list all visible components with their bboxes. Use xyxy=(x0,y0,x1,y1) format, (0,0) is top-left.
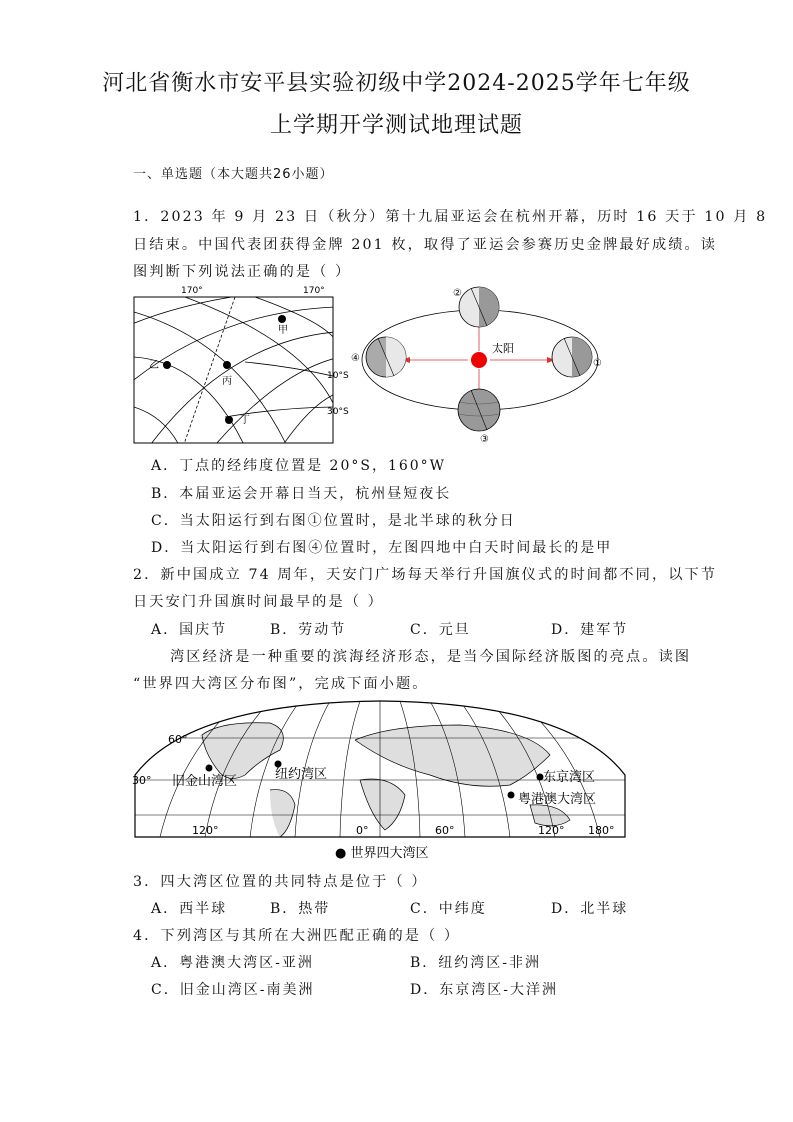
label-tokyo: 东京湾区 xyxy=(543,770,596,785)
earth-position-2 xyxy=(459,287,499,327)
q1-stem-line2: 日结束。中国代表团获得金牌 201 枚，取得了亚运会参赛历史金牌最好成绩。读 xyxy=(133,237,718,253)
q2-stem-line2: 日天安门升国旗时间最早的是（ ） xyxy=(133,594,384,610)
label-greater-bay: 粤港澳大湾区 xyxy=(518,792,597,807)
lon-label-left: 170° xyxy=(181,286,203,296)
q1-option-b[interactable]: B．本届亚运会开幕日当天，杭州昼短夜长 xyxy=(151,486,452,502)
point-yi xyxy=(163,361,171,369)
q4-stem: 4．下列湾区与其所在大洲匹配正确的是（ ） xyxy=(133,928,461,944)
point-ding xyxy=(225,416,233,424)
position-label-1: ① xyxy=(593,358,602,369)
label-bing: 丙 xyxy=(222,376,232,387)
lon-60-label: 60° xyxy=(435,824,455,837)
q1-stem-line1: 1．2023 年 9 月 23 日（秋分）第十九届亚运会在杭州开幕，历时 16 天于 10 月 8 xyxy=(133,209,768,225)
lon-label-right: 170° xyxy=(303,286,325,296)
q1-stem-line3: 图判断下列说法正确的是（ ） xyxy=(133,264,352,280)
point-jia xyxy=(278,315,286,323)
intro-line1: 湾区经济是一种重要的滨海经济形态，是当今国际经济版图的亮点。读图 xyxy=(170,649,692,665)
section-heading: 一、单选题（本大题共26小题） xyxy=(133,167,334,182)
q3-option-b[interactable]: B．热带 xyxy=(270,901,331,917)
earth-position-4 xyxy=(366,337,406,377)
lat-lon-grid-map xyxy=(125,282,349,447)
world-bay-area-map xyxy=(130,695,630,863)
intro-line2: “世界四大湾区分布图”，完成下面小题。 xyxy=(133,676,429,692)
lon-120w-label: 120° xyxy=(192,824,219,837)
q3-option-d[interactable]: D．北半球 xyxy=(551,901,629,917)
q4-option-d[interactable]: D．东京湾区-大洋洲 xyxy=(410,982,558,998)
q1-option-c[interactable]: C．当太阳运行到右图①位置时，是北半球的秋分日 xyxy=(151,513,516,529)
lon-0-label: 0° xyxy=(356,824,369,837)
lon-120e-label: 120° xyxy=(538,824,565,837)
earth-position-3 xyxy=(458,389,500,431)
q2-option-b[interactable]: B．劳动节 xyxy=(270,622,347,638)
lon-180-label: 180° xyxy=(588,824,615,837)
position-label-3: ③ xyxy=(480,434,489,445)
q3-option-a[interactable]: A．西半球 xyxy=(151,901,228,917)
label-jia: 甲 xyxy=(278,325,288,336)
label-san-francisco: 旧金山湾区 xyxy=(172,774,238,789)
q1-option-d[interactable]: D．当太阳运行到右图④位置时，左图四地中白天时间最长的是甲 xyxy=(151,540,613,556)
point-bing xyxy=(223,361,231,369)
lat-label-top: 10°S xyxy=(327,371,349,381)
lat-label-bottom: 30°S xyxy=(327,407,349,417)
label-new-york: 纽约湾区 xyxy=(275,767,328,782)
position-label-2: ② xyxy=(453,288,462,299)
q2-option-d[interactable]: D．建军节 xyxy=(551,622,629,638)
marker-san-francisco xyxy=(206,765,213,772)
q2-option-c[interactable]: C．元旦 xyxy=(410,622,471,638)
q3-stem: 3．四大湾区位置的共同特点是位于（ ） xyxy=(133,874,428,890)
sun xyxy=(471,352,487,368)
label-yi: 乙 xyxy=(149,360,159,371)
page-title-line2: 上学期开学测试地理试题 xyxy=(269,113,523,138)
q1-option-a[interactable]: A．丁点的经纬度位置是 20°S，160°W xyxy=(151,458,447,474)
q2-option-a[interactable]: A．国庆节 xyxy=(151,622,228,638)
q3-option-c[interactable]: C．中纬度 xyxy=(410,901,487,917)
earth-position-1 xyxy=(552,337,592,377)
q2-stem-line1: 2．新中国成立 74 周年，天安门广场每天举行升国旗仪式的时间都不同，以下节 xyxy=(133,567,718,583)
marker-greater-bay xyxy=(508,792,515,799)
position-label-4: ④ xyxy=(351,353,360,364)
earth-orbit-diagram xyxy=(350,282,610,447)
q4-option-a[interactable]: A．粤港澳大湾区-亚洲 xyxy=(151,955,314,971)
label-ding: 丁 xyxy=(240,415,250,426)
map-legend: ● 世界四大湾区 xyxy=(335,846,429,861)
q4-option-b[interactable]: B．纽约湾区-非洲 xyxy=(410,955,542,971)
lat-30-label: 30° xyxy=(132,774,152,787)
sun-label: 太阳 xyxy=(492,342,514,355)
lat-60-label: 60° xyxy=(168,733,188,746)
page-title-line1: 河北省衡水市安平县实验初级中学2024-2025学年七年级 xyxy=(102,71,691,96)
q4-option-c[interactable]: C．旧金山湾区-南美洲 xyxy=(151,982,315,998)
